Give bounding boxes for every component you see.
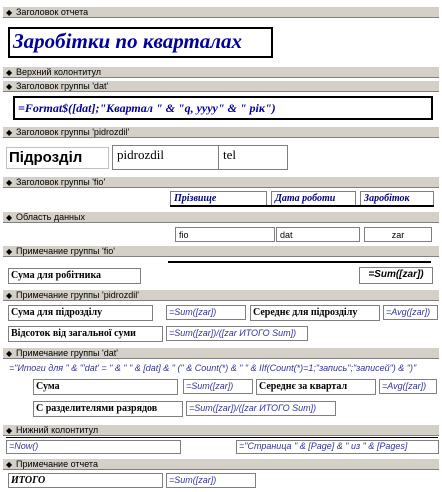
pidrozdil-header-section[interactable]: [3, 139, 439, 175]
section-arrow-icon: ◆: [6, 460, 13, 469]
tel-field[interactable]: tel: [218, 145, 288, 170]
digit-separator-label[interactable]: С разделителями разрядов: [33, 401, 183, 417]
section-bar-label: Примечание группы 'fio': [16, 246, 115, 256]
section-bar-label: Заголовок группы 'pidrozdil': [16, 127, 130, 137]
pidrozdil-field[interactable]: pidrozdil: [112, 145, 220, 170]
section-bar-detail[interactable]: [3, 211, 439, 223]
section-bar-label: Заголовок отчета: [16, 7, 89, 17]
section-arrow-icon: ◆: [6, 349, 13, 358]
section-bar-fio-footer[interactable]: [3, 245, 439, 257]
subdivision-sum-label[interactable]: Сума для підрозділу: [8, 305, 153, 321]
total-label[interactable]: ИТОГО: [8, 473, 163, 488]
page-footer-line: [6, 437, 438, 438]
report-footer-section[interactable]: [3, 471, 439, 490]
surname-header-label[interactable]: Прізвище: [170, 191, 267, 206]
section-bar-report-footer[interactable]: [3, 458, 439, 470]
dat-header-formula[interactable]: =Format$([dat];"Квартал " & "q, yyyy" & " рік"): [13, 96, 433, 120]
section-arrow-icon: ◆: [6, 68, 13, 77]
section-arrow-icon: ◆: [6, 82, 13, 91]
section-arrow-icon: ◆: [6, 426, 13, 435]
detail-section[interactable]: [3, 224, 439, 244]
total-expr[interactable]: =Sum([zar]): [166, 473, 256, 488]
section-bar-label: Примечание отчета: [16, 459, 98, 469]
section-bar-label: Область данных: [16, 212, 85, 222]
work-date-header-label[interactable]: Дата роботи: [271, 191, 356, 206]
section-arrow-icon: ◆: [6, 291, 13, 300]
section-bar-pidrozdil-header[interactable]: [3, 126, 439, 138]
fio-header-section[interactable]: [3, 189, 439, 209]
section-bar-dat-header[interactable]: [3, 80, 439, 92]
section-arrow-icon: ◆: [6, 247, 13, 256]
quarter-avg-expr[interactable]: =Avg([zar]): [379, 379, 437, 394]
section-bar-label: Заголовок группы 'dat': [16, 81, 109, 91]
section-arrow-icon: ◆: [6, 8, 13, 17]
section-bar-fio-header[interactable]: [3, 176, 439, 188]
section-bar-label: Заголовок группы 'fio': [16, 177, 106, 187]
fio-footer-section[interactable]: [3, 258, 439, 288]
salary-header-label[interactable]: Заробіток: [360, 191, 434, 206]
report-title-label[interactable]: Заробітки по кварталах: [8, 27, 273, 58]
quarter-avg-label[interactable]: Середнє за квартал: [256, 379, 376, 395]
section-bar-label: Примечание группы 'pidrozdil': [16, 290, 139, 300]
header-underline: [170, 205, 434, 207]
fio-footer-line: [168, 261, 431, 263]
section-bar-label: Примечание группы 'dat': [16, 348, 118, 358]
subdivision-avg-expr[interactable]: =Avg([zar]): [383, 305, 438, 320]
dat-field[interactable]: dat: [276, 227, 360, 242]
dat-header-section[interactable]: [3, 93, 439, 124]
report-header-section[interactable]: [3, 19, 439, 65]
fio-field[interactable]: fio: [175, 227, 275, 242]
dat-summary-expr[interactable]: ="Итоги для " & "'dat' = " & " " & [dat] & " (" & Count(*) & " " & IIf(Count(*)=1;"запись";"записей") & ")": [6, 362, 438, 376]
zar-field[interactable]: zar: [364, 227, 432, 242]
worker-sum-expr[interactable]: =Sum([zar]): [359, 267, 433, 284]
subdivision-sum-expr[interactable]: =Sum([zar]): [166, 305, 246, 320]
quarter-sum-label[interactable]: Сума: [33, 379, 178, 395]
section-bar-dat-footer[interactable]: [3, 347, 439, 359]
section-bar-pidrozdil-footer[interactable]: [3, 289, 439, 301]
section-bar-page-footer[interactable]: [3, 424, 439, 436]
section-bar-report-header[interactable]: [3, 6, 439, 18]
now-expr[interactable]: =Now(): [6, 440, 181, 454]
percent-total-label[interactable]: Відсоток від загальної суми: [8, 326, 163, 342]
pidrozdil-footer-section[interactable]: [3, 302, 439, 346]
quarter-sum-expr[interactable]: =Sum([zar]): [183, 379, 253, 394]
digit-separator-expr[interactable]: =Sum([zar])/([zar ИТОГО Sum]): [186, 401, 336, 416]
page-footer-section[interactable]: [3, 437, 439, 456]
section-arrow-icon: ◆: [6, 128, 13, 137]
section-arrow-icon: ◆: [6, 213, 13, 222]
section-bar-page-header[interactable]: [3, 66, 439, 78]
worker-sum-label[interactable]: Сума для робітника: [8, 268, 141, 284]
subdivision-avg-label[interactable]: Середнє для підрозділу: [250, 305, 380, 321]
percent-total-expr[interactable]: =Sum([zar])/([zar ИТОГО Sum]): [166, 326, 308, 341]
pidrozdil-label[interactable]: Підрозділ: [6, 147, 109, 169]
dat-footer-section[interactable]: [3, 360, 439, 422]
page-number-expr[interactable]: ="Страница " & [Page] & " из " & [Pages]: [236, 440, 439, 454]
section-bar-label: Верхний колонтитул: [16, 67, 102, 77]
section-bar-label: Нижний колонтитул: [16, 425, 99, 435]
section-arrow-icon: ◆: [6, 178, 13, 187]
